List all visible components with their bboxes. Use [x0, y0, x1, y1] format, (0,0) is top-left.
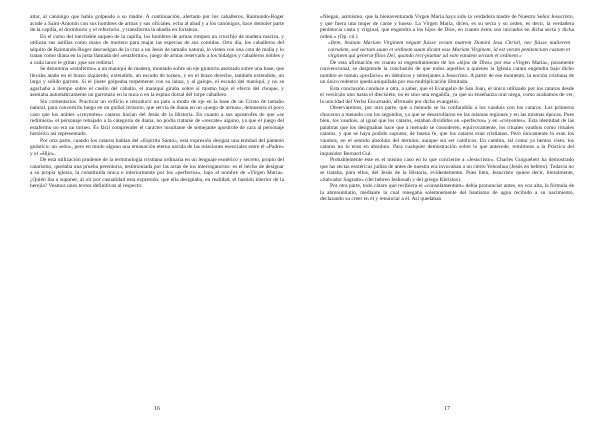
paragraph: Por otra parte, todo cátaro que recibiera el «consolamentum» debía pronunciar antes, en voz alta, la fórmula de la abrenuntiatio, mediante la cual renegaba solemnemente del bautismo de agua recibido a su nacimiento, declarando su creer en él y renunciar a él. Así quedaban [320, 183, 574, 202]
page-number: 16 [154, 406, 160, 412]
paragraph: altar, al canónigo que había golpeado a su madre. A continuación, alertado por los caballeros, Raimundo-Roger acude a Saint-Antonin con sus hombres de armas y sus oficiales, echa al abad y a los canónigos, hace demoler parte de la capilla, el dormitorio y el refectorio, y transforma la abadía en fortaleza. [30, 14, 284, 33]
paragraph: Esta conclusión conduce a otra, a saber, que el Evangelio de San Juan, el único utilizado por los cataros desde el versículo uno hasta el diecisiete, no es sino una engañifa, ya que su enseñanza oral niega, como acabamos de ver, la unicidad del Verbo Encarnado, afirmado por dicho evangelio. [320, 85, 574, 105]
paragraph: En el curso del inevitable saqueo de la capilla, los hombres de armas rompen un crucifijo de madera maciza, y utilizan sus astillas como mano de mortero para majar las especias de sus comidas. Otro día, los caballeros del séquito de Raimundo-Roger descuelgan de la cruz a un Jesús de tamaño natural, lo visten con una cota de malla y lo tratan como diana en la justa llamada del «estafermo», juego de armas reservado a los hidalgos y caballeros nobles y a cada lance le gritan ¡que sse redima!. [30, 33, 284, 66]
left-page-text [30, 14, 284, 386]
right-page-text [320, 14, 574, 386]
paragraph: Por otra parte, cuando los cataros hablan del «Espíritu Santo», esta expresión designa una entidad del panteón gnóstico; un «eón», pero en modo alguno una emanación eterna nacida de las relaciones esenciales entre el «Padre» y el «Hijo». [30, 137, 284, 157]
paragraph: De esta utilización prudente de la terminología cristiana ordinaria en un lenguaje esotérico y secreto, propio del catarismo, quedaba una prueba perentoria, testimoniada por las actas de los interrogatorios: es el hecho de designar a su propia iglesia, la constituida única e interiormente por los «perfectos», bajo el nombre de «Virgen María». ¿Quién iba a suponer, al oír por casualidad esta expresión, que ella designaba, en realidad, el bastión interior de la herejía? Veamos unos textos definitivos al respecto: [30, 157, 284, 189]
paragraph: De esta afirmación en cuanto al engendramiento de los «hijos de Dios» por esa «Virgen María», puramente convencional, se desprende la conclusión de que todos aquellos a quienes la Iglesia catara engendra bajo dicho nombre se toman «posfacto» en idénticos y semejantes a Jesucristo. A partir de ese momento, la noción cristiana de un único redentor queda aniquilada por esa multiplicación ilimitada. [320, 59, 574, 85]
page-number: 17 [444, 406, 450, 412]
latin-quotation: «Item, beatam Mariam Virginem negant fuisse verum matrem Domini Iesu Christi, nec fuisse mulierem carnalem, sed sectam suam et ordinem suum dicunt esse Mariam Virginem, id est veram penitenciam castam et virginem qui generat filios Dei, quando reci-piuntur ad eam eandem sectam et ordinem.» [328, 40, 570, 59]
paragraph: Sin comentarios. Practicar un orificio e introducir un palo a modo de eje en la base de un Cristo de tamaño natural, para convertirlo luego en un guiñol irrisorio, que servía de diana en un «juego de armas», demuestra el poco caso que los nobles «creyentes» cataros hacían del Jesús de la Historia. En cuanto a sus apostrofes de que «se redimiera» el personaje rebajado a la categoría de diana, no podía tratarse de «rescate» alguno, ya que el juego del estafermo no era un torneo. Es fácil comprender el carácter insultante de semejante apostrofe de cara al personaje histórico así representado. [30, 98, 284, 137]
quotation: «Niegan, asimismo, que la bienaventurada Virgen María haya sido la verdadera madre de Nuestro Señor Jesucristo, y que fuera una mujer de carne y hueso. La Virgen María, dicen, es su secta y su orden, es decir, la verdadera penitencia casta y virginal, que engendra a los hijos de Dios, en cuanto éstos son iniciados en dicha secta y dicha orden.» (Op. cit.) [320, 14, 574, 40]
paragraph: Probablemente este es el mismo caso en lo que concierne a «Jesucristo». Charles Guiguebert ha demostrado que las sectas esotéricas judías de antes de nuestra era invocaban a un cierto Yehoshua (Jesús en hebreo). Todavía no se trataba, para ellos, del Jesús de la Historia, evidentemente. Pues bien, Jesucristo quiere decir, literalmente, «Salvador Sagrado» (del hebreo Ieshouah y del griego Khristos). [320, 157, 574, 183]
right-page [320, 14, 574, 412]
left-page [30, 14, 284, 412]
paragraph: Observaremos, por otra parte, que a menudo se ha confundido a los vaudois con los cataros. Los primeros chocaron a menudo con los segundos, ya que se desarrollaron en las mismas regiones y en las mismas épocas. Pues bien, los vaudois, al igual que los cataros, estaban divididos en «perfectos» y en «creyentes». Esta identidad de las palabras que los designaban hace que a menudo se consideren, equívocamente, los rituales vaudois como rituales cataros, y que se haya podido suponer, de buena fe, que los cataros eran cristianos. Pero únicamente lo eran los vaudois, en el sentido absoluto del término, aunque sin ser católicos. En cambio, tal como ya hemos visto, los cataros no lo eran en absoluto. Para cualquier demostración sobre lo que antecede, remitimos a la Práctica del inquisidor Bernard Gui. [320, 105, 574, 157]
paragraph: Se denomina «estafermo» a un maniquí de madera, montado sobre un eje giratorio asentado sobre una base; que llevaba atado en el brazo izquierdo, extendido, un escudo de torneo, y en el brazo derecho, también extendido, un largo y sólido garrote. Si el jinete golpeaba torpemente con su lanza, y al galope, el escudo del maniquí, y no se agachaba a tiempo sobre el cuello del caballo, el maniquí giraba sobre sí mismo bajo el efecto del choque, y asestaba automáticamente un garrotazo en la nuca o en la espina dorsal del torpe caballero. [30, 66, 284, 98]
